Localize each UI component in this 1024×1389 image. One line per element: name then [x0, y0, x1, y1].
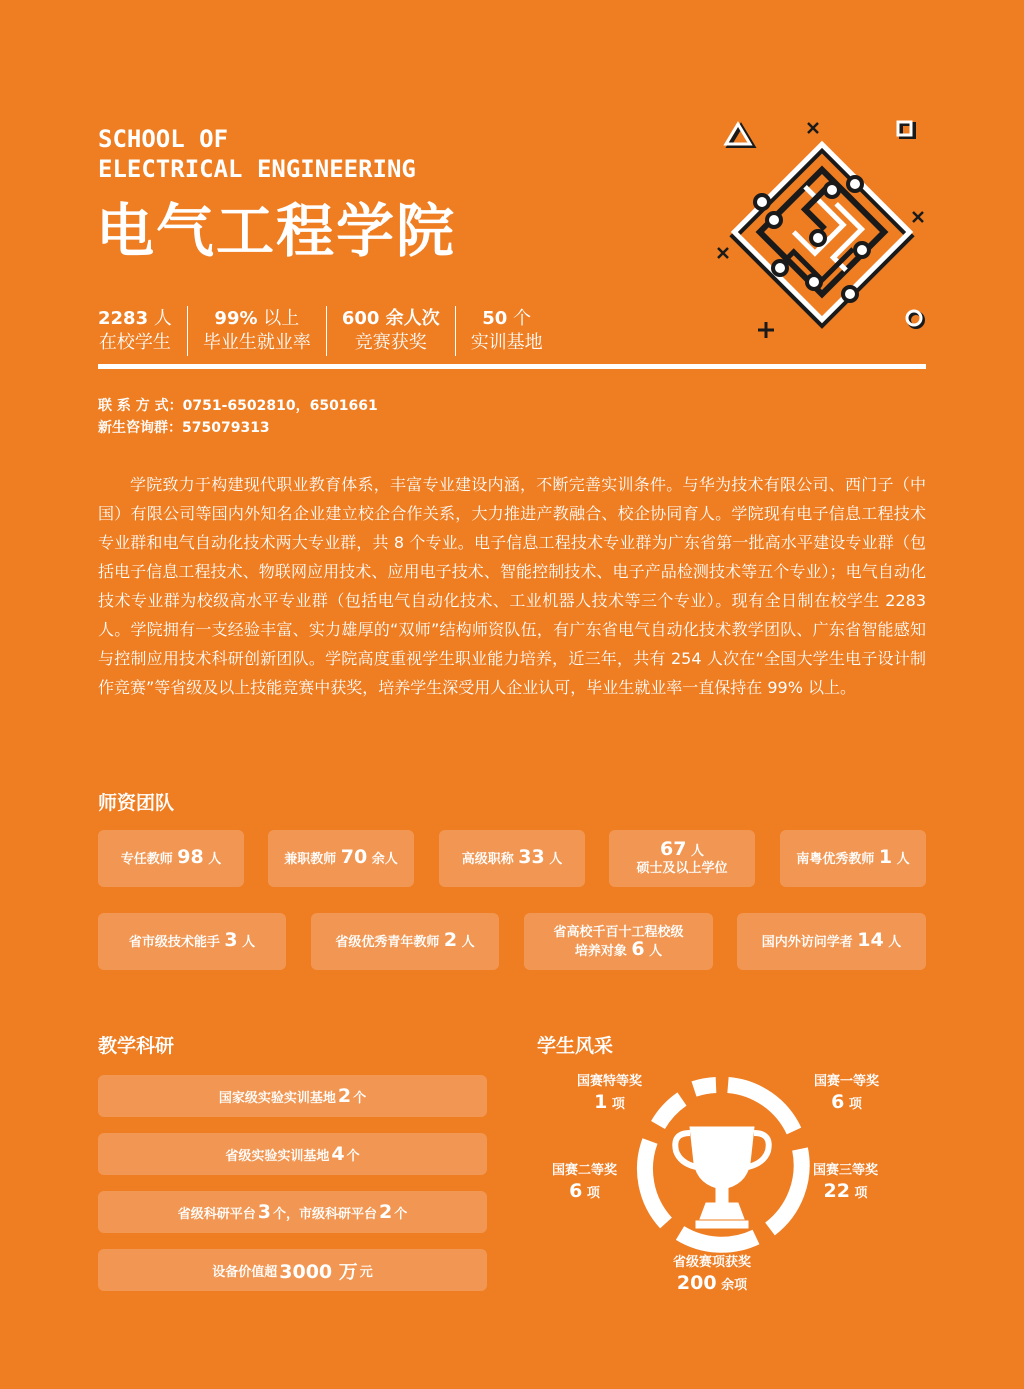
chinese-title: 电气工程学院: [96, 197, 457, 265]
award-label: 省级赛项获奖: [673, 1255, 752, 1270]
stat-label: 实训基地: [470, 332, 543, 353]
badge-unit: 人: [237, 935, 256, 950]
award-unit: 余项: [716, 1278, 748, 1293]
contact-group: [98, 417, 378, 439]
award-count: 6: [831, 1091, 845, 1113]
award-count: 6: [569, 1180, 583, 1202]
faculty-badge: [98, 913, 286, 970]
contact-group-value: 575079313: [182, 420, 270, 436]
badge-text: 省高校千百十工程校级: [553, 924, 684, 940]
faculty-badge: [311, 913, 499, 970]
badge-text: 省市级技术能手: [128, 935, 225, 950]
students-title: 学生风采: [537, 1035, 614, 1057]
intro-paragraph: 学院致力于构建现代职业教育体系，丰富专业建设内涵，不断完善实训条件。与华为技术有限公司、西门子（中国）有限公司等国内外知名企业建立校企合作关系，大力推进产教融合、校企协同育人。学院现有电子信息工程技术专业群和电气自动化技术两大专业群，共 8 个专业。电子信息工程技术专业群为广东省第一批高水平建设专业群（包括电子信息工程技术、物联网应用技术、应用电子技术、智能控制技术、电子产品检测技术等五个专业）；电气自动化技术专业群为校级高水平专业群（包括电气自动化技术、工业机器人技术等三个专业）。现有全日制在校学生 2283 人。学院拥有一支经验丰富、实力雄厚的“双师”结构师资队伍，有广东省电气自动化技术教学团队、广东省智能感知与控制应用技术科研创新团队。学院高度重视学生职业能力培养，近三年，共有 254 人次在“全国大学生电子设计制作竞赛”等省级及以上技能竞赛中获奖，培养学生深受用人企业认可，毕业生就业率一直保持在 99% 以上。: [98, 475, 926, 697]
key-stats: [98, 306, 558, 356]
faculty-badge: [780, 830, 926, 887]
research-number: 3: [257, 1201, 271, 1223]
badge-text: 南粤优秀教师: [796, 852, 879, 867]
research-number: 2: [379, 1201, 393, 1223]
badge-unit: 人: [203, 852, 222, 867]
badge-unit: 人: [892, 852, 910, 867]
research-number: 2: [337, 1085, 352, 1107]
contact-phone: [98, 395, 378, 417]
english-title-line-1: SCHOOL OF: [98, 125, 229, 153]
research-text: 省级实验实训基地: [225, 1148, 330, 1164]
stat-value: 50: [482, 308, 508, 329]
badge-text: 培养对象: [574, 943, 632, 959]
research-unit: 个: [353, 1090, 367, 1106]
award-unit: 项: [607, 1097, 625, 1112]
stat-label: 在校学生: [98, 332, 171, 353]
stat-employment: [187, 306, 326, 356]
badge-number: 3: [224, 929, 238, 951]
contact-info: [98, 395, 378, 439]
award-unit: 项: [844, 1097, 862, 1112]
faculty-badge: [524, 913, 713, 970]
faculty-badge: [98, 830, 244, 887]
badge-number: 98: [177, 846, 204, 868]
stat-unit: 个: [507, 308, 532, 329]
award-label: 国赛三等奖: [813, 1163, 879, 1178]
award-label: 国赛特等奖: [577, 1074, 643, 1089]
faculty-badge: [268, 830, 414, 887]
badge-text: 高级职称: [461, 852, 519, 867]
research-unit: 个: [346, 1148, 360, 1164]
research-item: [98, 1075, 487, 1117]
badge-number: 70: [340, 846, 368, 868]
badge-number: 67: [660, 837, 687, 860]
badge-unit: 人: [457, 935, 475, 950]
award-count: 200: [676, 1272, 717, 1294]
faculty-badge: [609, 830, 755, 887]
award-second: [552, 1162, 617, 1205]
award-third: [813, 1162, 878, 1205]
research-item: [98, 1249, 487, 1291]
faculty-badge: [737, 913, 926, 970]
research-text: 国家级实验实训基地: [218, 1090, 336, 1106]
stat-students: [98, 306, 187, 356]
badge-text: 省级优秀青年教师: [335, 935, 444, 950]
english-title: [98, 124, 416, 184]
stat-unit: 人: [148, 308, 172, 329]
research-unit: 个: [394, 1206, 408, 1222]
stat-value: 99%: [214, 308, 258, 329]
trophy-ring: [632, 1075, 812, 1255]
contact-phone-value: 0751-6502810，6501661: [182, 398, 378, 414]
stat-label: 竞赛获奖: [354, 332, 427, 353]
award-count: 1: [594, 1091, 608, 1113]
badge-number: 1: [878, 846, 893, 868]
stat-value: 600 余人次: [341, 308, 440, 329]
divider: [98, 364, 926, 369]
badge-number: 33: [518, 846, 545, 868]
contact-phone-label: 联 系 方 式：: [98, 398, 183, 414]
award-first: [814, 1073, 879, 1116]
stat-unit: 以上: [257, 308, 300, 329]
badge-unit: 人: [686, 843, 704, 859]
award-label: 国赛二等奖: [552, 1163, 618, 1178]
research-number: 3000 万: [279, 1260, 358, 1283]
trophy-icon: [675, 1127, 768, 1228]
research-text: 个，市级科研平台: [272, 1206, 377, 1222]
badge-text: 兼职教师: [284, 852, 341, 867]
badge-number: 14: [857, 929, 884, 951]
research-text: 设备价值超: [212, 1264, 278, 1280]
badge-text: 硕士及以上学位: [636, 860, 728, 876]
badge-text: 专任教师: [120, 852, 178, 867]
badge-unit: 人: [644, 943, 663, 959]
english-title-line-2: ELECTRICAL ENGINEERING: [98, 155, 416, 183]
award-unit: 项: [582, 1186, 600, 1201]
award-provincial: [673, 1254, 751, 1297]
badge-unit: 余人: [367, 852, 398, 867]
stat-bases: [455, 306, 558, 356]
badge-unit: 人: [544, 852, 563, 867]
stat-value: 2283: [98, 308, 149, 329]
award-special: [577, 1073, 642, 1116]
contact-group-label: 新生咨询群：: [98, 420, 182, 436]
research-item: [98, 1191, 487, 1233]
award-label: 国赛一等奖: [814, 1074, 880, 1089]
research-text: 省级科研平台: [177, 1206, 256, 1222]
award-count: 22: [823, 1180, 850, 1202]
research-unit: 元: [359, 1264, 373, 1280]
stat-awards: [326, 306, 455, 356]
badge-number: 2: [443, 929, 458, 951]
award-unit: 项: [849, 1186, 868, 1201]
badge-unit: 人: [883, 935, 902, 950]
badge-number: 6: [631, 937, 645, 960]
faculty-badge: [439, 830, 585, 887]
badge-text: 国内外访问学者: [761, 935, 858, 950]
stat-label: 毕业生就业率: [202, 332, 311, 353]
faculty-title: 师资团队: [98, 792, 175, 814]
research-number: 4: [331, 1143, 345, 1165]
research-title: 教学科研: [98, 1035, 175, 1057]
circuit-maze-icon: [710, 110, 940, 350]
research-item: [98, 1133, 487, 1175]
